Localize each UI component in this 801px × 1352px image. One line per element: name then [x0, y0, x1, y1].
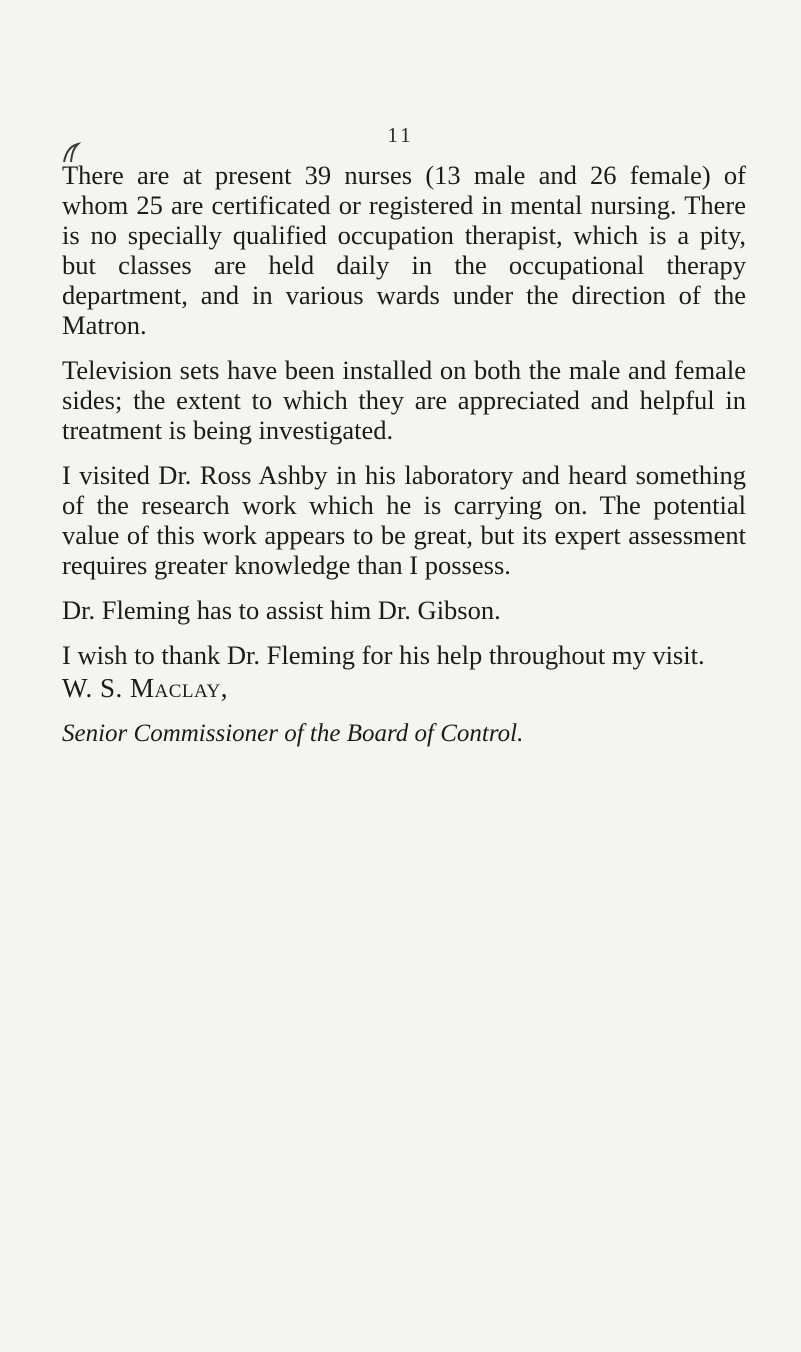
- paragraph-nurses: There are at present 39 nurses (13 male and 26 female) of whom 25 are certificated or registered in mental nursing. There is no specially qualified occupation therapist, which is a pity, but classes are held daily in the occupational therapy department, and in various wards under the direction of the Matron.: [62, 160, 746, 340]
- signature-title: Senior Commissioner of the Board of Control.: [62, 720, 524, 747]
- paragraph-thanks: I wish to thank Dr. Fleming for his help throughout my visit.: [62, 640, 705, 670]
- paragraph-television: Television sets have been installed on both the male and female sides; the extent to which they are appreciated and helpful in treatment is being investigated.: [62, 355, 746, 445]
- paragraph-assistant: Dr. Fleming has to assist him Dr. Gibson.: [62, 595, 501, 625]
- body-text: [62, 160, 746, 764]
- signature-name-text: W. S. Maclay,: [62, 673, 228, 703]
- page-number: 11: [387, 123, 414, 147]
- paragraph-laboratory: I visited Dr. Ross Ashby in his laboratory and heard something of the research work which he is carrying on. The potential value of this work appears to be great, but its expert assessment requires greater knowledge than I possess.: [62, 460, 746, 580]
- signature-name: [62, 672, 746, 704]
